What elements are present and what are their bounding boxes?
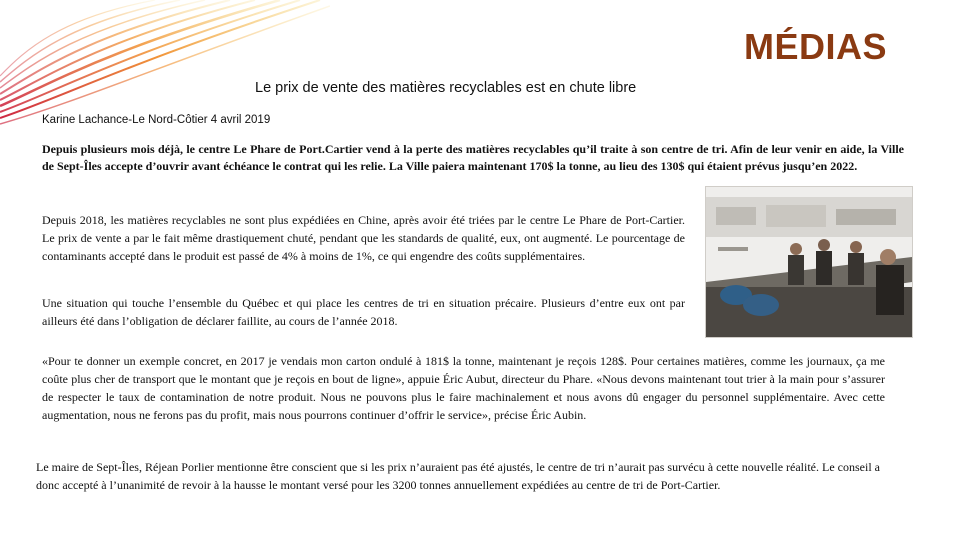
article-byline: Karine Lachance-Le Nord-Côtier 4 avril 2019 <box>42 114 271 126</box>
slide-title: MÉDIAS <box>743 26 887 67</box>
article-lead: Depuis plusieurs mois déjà, le centre Le Phare de Port.Cartier vend à la perte des matières recyclables qu’il traite à son centre de tri. Afin de leur venir en aide, la Ville de Sept-Îles accepte d’ouvrir avant échéance le contrat qui les relie. La Ville paiera maintenant 170$ la tonne, au lieu des 130$ qui étaient prévus jusqu’en 2022. <box>42 142 904 173</box>
paragraph-1: Depuis 2018, les matières recyclables ne sont plus expédiées en Chine, après avoir été triées par le centre Le Phare de Port-Cartier. Le prix de vente a par le fait même drastiquement chuté, pendant que les standards de qualité, eux, ont augmenté. Le pourcentage de contaminants accepté dans le produit est passé de 4% à moins de 1%, ce qui engendre des coûts supplémentaires. <box>42 213 685 263</box>
photo-illustration <box>706 187 912 337</box>
decorative-swoosh <box>0 0 330 130</box>
recycling-center-photo <box>705 186 913 338</box>
paragraph-3: «Pour te donner un exemple concret, en 2017 je vendais mon carton ondulé à 181$ la tonne, maintenant je reçois 128$. Pour certaines matières, comme les journaux, ça me coûte plus cher de transport que le montant que je reçois en bout de ligne», appuie Éric Aubut, directeur du Phare. «Nous devons maintenant tout trier à la main pour s’assurer de respecter le taux de contamination de notre produit. Nous ne pouvons plus le faire machinalement et nous avons dû engager du personnel supplémentaire. Avec cette augmentation, nous ne ferons pas du profit, mais nous pourrons continuer d’offrir le service», précise Éric Aubin. <box>42 354 885 422</box>
paragraph-2: Une situation qui touche l’ensemble du Québec et qui place les centres de tri en situation précaire. Plusieurs d’entre eux ont par ailleurs été dans l’obligation de déclarer faillite, au cours de l’année 2018. <box>42 296 685 328</box>
paragraph-4: Le maire de Sept-Îles, Réjean Porlier mentionne être conscient que si les prix n’auraient pas été ajustés, le centre de tri n’aurait pas survécu à cette nouvelle réalité. Le conseil a donc accepté à l’unanimité de revoir à la hausse le montant versé pour les 3200 tonnes annuellement expédiées au centre de tri de Port-Cartier. <box>36 460 880 492</box>
article-headline: Le prix de vente des matières recyclables est en chute libre <box>255 80 637 96</box>
